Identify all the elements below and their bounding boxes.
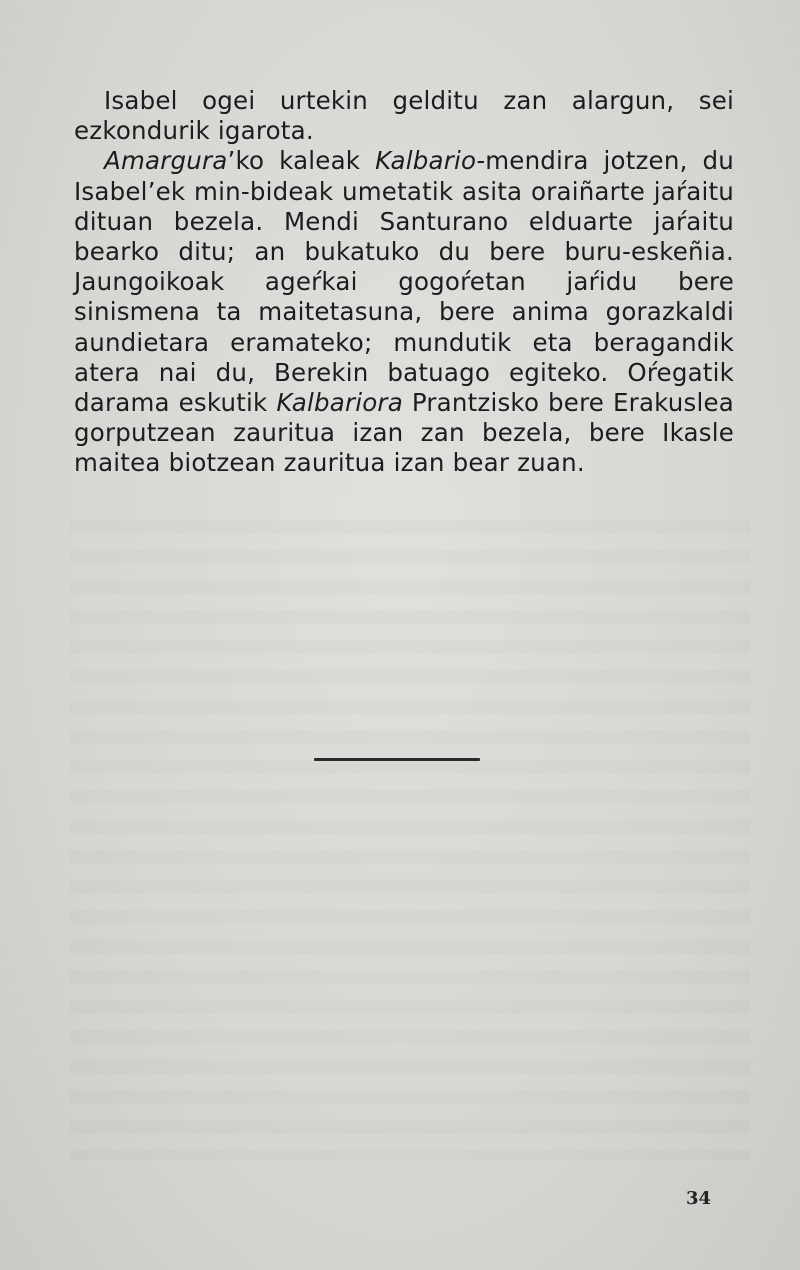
italic-term-kalbario: Kalbario-	[375, 146, 486, 176]
paragraph-2-run: mendira jotzen, du Isabel’ek min-bideak umetatik asita oraiñarte jaŕaitu dituan bezela. Mendi Santurano elduarte jaŕaitu bearko ditu; an bukatuko du bere buru-eskeñia. Jaungoikoak ageŕkai gogoŕetan jaŕidu bere sinismena ta maitetasuna, bere anima gorazkaldi aundietara eramateko; mundutik eta beragandik atera nai du, Berekin batuago egiteko. Oŕegatik darama eskutik	[74, 146, 734, 418]
paragraph-2	[74, 146, 734, 478]
body-text	[74, 86, 734, 479]
section-divider-rule	[314, 758, 480, 761]
italic-term-kalbariora: Kalbariora	[276, 388, 403, 418]
paragraph-2-run: Prantzisko bere Erakuslea gorputzean zauritua izan zan bezela, bere Ikasle maitea biotzean zauritua izan bear zuan.	[74, 388, 734, 478]
paragraph-1: Isabel ogei urtekin gelditu zan alargun, sei ezkondurik igarota.	[74, 86, 734, 146]
paragraph-2-run: ’ko kaleak	[227, 146, 376, 176]
page-number: 34	[686, 1188, 712, 1209]
italic-term-amargura: Amargura	[104, 146, 228, 176]
show-through-texture	[70, 520, 750, 1160]
